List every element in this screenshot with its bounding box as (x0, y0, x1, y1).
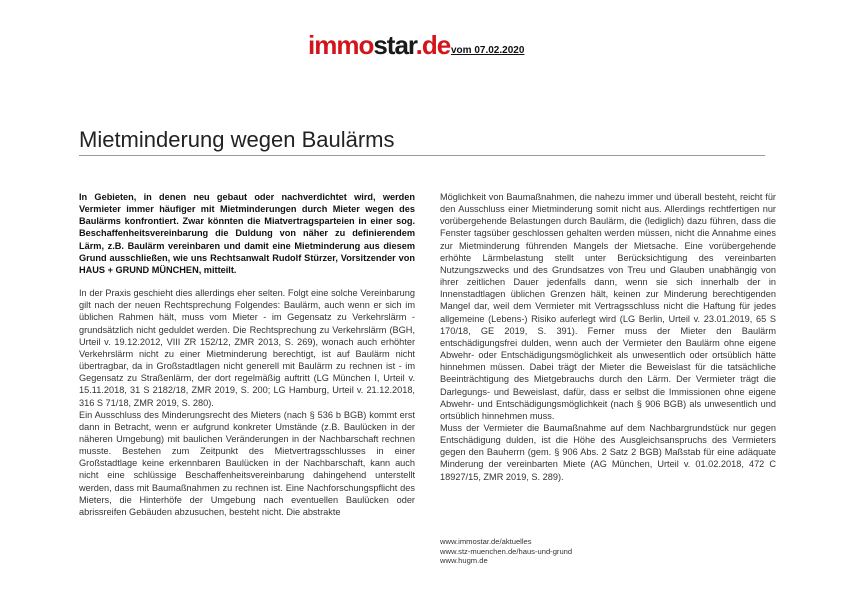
title-divider (79, 155, 765, 156)
source-link[interactable]: www.hugm.de (440, 556, 488, 566)
source-link[interactable]: www.stz-muenchen.de/haus-und-grund (440, 546, 573, 556)
article-paragraph-4: Muss der Vermieter die Baumaßnahme auf dem Nachbargrundstück nur gegen Entschädigung dulden, ist die Höhe des Ausgleichsanspruchs des Vermieters gegen den Bauherrn (gem. § 906 Abs. 2 Satz 2 BGB) Maßstab für eine adäquate Minderung der vereinbarten Miete (AG München, Urteil v. 01.02.2018, 472 C 18927/15, ZMR 2019, S. 289). (440, 422, 776, 482)
article-paragraph-2: Ein Ausschluss des Minderungsrecht des Mieters (nach § 536 b BGB) kommt erst dann in Betracht, wenn er aufgrund konkreter Umstände (z.B. Baulücken in der näheren Umgebung) mit baulichen Veränderungen in der Nachbarschaft rechnen musste. Bestehen zum Zeitpunkt des Mietvertragsschlusses in einer Großstadtlage keine erkennbaren Baulücken in der Nachbarschaft, kann auch nicht eine schlüssige Beschaffenheitsvereinbarung dahingehend unterstellt werden, dass mit Baumaßnahmen zu rechnen ist. Eine Nachforschungspflicht des Mieters, die Hinterhöfe der Umgebung nach eventuellen Baulücken oder abrissreifen Gebäuden abzusuchen, besteht nicht. Die abstrakte (79, 409, 415, 517)
article-paragraph-3: Möglichkeit von Baumaßnahmen, die nahezu immer und überall besteht, reicht für den Ausschluss einer Mietminderung somit nicht aus. Allerdings rechtfertigen nur vorübergehende Belastungen durch Baulärm, die (lediglich) dazu führen, dass die Fenster tagsüber geschlossen gehalten werden müssen, nicht die Annahme eines zur Mietminderung führenden Mangels der Mietsache. Eine vorübergehende erhöhte Lärmbelastung stellt unter Berücksichtigung des vereinbarten Nutzungszwecks und des Grundsatzes von Treu und Glauben unabhängig von ihrer zeitlichen Dauer jedenfalls dann, wenn sie sich innerhalb der in Innenstadtlagen üblichen Grenzen hält, keinen zur Minderung berechtigenden Mangel dar, weil dem Vermieter mit Vertragsschluss nicht die Haftung für jedes allgemeine (Lebens-) Risiko auferlegt wird (LG Berlin, Urteil v. 23.01.2019, 65 S 170/18, GE 2019, S. 391). Ferner muss der Mieter den Baulärm entschädigungsfrei dulden, wenn auch der Vermieter den Baulärm ohne eigene Abwehr- oder Entschädigungsmöglichkeit als unwesentlich oder ortsüblich hätte hinnehmen müssen. Dabei trägt der Mieter die Beweislast für die tatsächliche Beeinträchtigung des Mietgebrauchs durch den Lärm. Der Vermieter trägt die Darlegungs- und Beweislast, dafür, dass er selbst die Immissionen ohne eigene Abwehr- und Entschädigungsmöglichkeit (nach § 906 BGB) als unwesentlich und ortsüblich hinnehmen muss. (440, 192, 776, 421)
article-title: Mietminderung wegen Baulärms (79, 126, 395, 152)
immostar-logo[interactable] (308, 30, 450, 60)
logo-immo-text: immo (308, 30, 374, 60)
source-links (440, 537, 572, 566)
article-column-right (440, 191, 776, 483)
logo-star-text: star (373, 30, 416, 60)
article-lead: In Gebieten, in denen neu gebaut oder nachverdichtet wird, werden Vermieter immer häufiger mit Mietminderungen durch Mieter wegen des Baulärms konfrontiert. Zwar könnten die Miatvertragsparteien in einer sog. Beschaffenheitsvereinbarung die Duldung von näher zu definierendem Lärm, z.B. Baulärm vereinbaren und damit eine Mietminderung aus diesem Grund ausschließen, wie uns Rechtsanwalt Rudolf Stürzer, Vorsitzender von HAUS + GRUND MÜNCHEN, mitteilt. (79, 192, 415, 275)
publication-date: vom 07.02.2020 (451, 45, 525, 56)
article-column-left (79, 191, 415, 518)
source-link[interactable]: www.immostar.de/aktuelles (440, 537, 532, 546)
logo-domain-text: .de (415, 30, 451, 60)
article-paragraph-1: In der Praxis geschieht dies allerdings eher selten. Folgt eine solche Vereinbarung gilt nach der neuen Rechtsprechung Folgendes: Baulärm, auch wenn er sich im üblichen Rahmen hält, muss vom Mieter - im Gegensatz zu Verkehrslärm - grundsätzlich nicht geduldet werden. Die Rechtsprechung zu Verkehrslärm (BGH, Urteil v. 19.12.2012, VIII ZR 152/12, ZMR 2013, S. 269), wonach auch erhöhter Verkehrslärm nicht zu einer Mietminderung berechtigt, ist auf Baulärm nicht übertragbar, da in Großstadtlagen nicht generell mit Baulärm zu rechnen ist - im Gegensatz zu Straßenlärm, der dort regelmäßig auftritt (LG München I, Urteil v. 15.11.2018, 31 S 2182/18, ZMR 2019, S. 200; LG Hamburg, Urteil v. 21.12.2018, 316 S 71/18, ZMR 2019, S. 280). (79, 288, 415, 408)
